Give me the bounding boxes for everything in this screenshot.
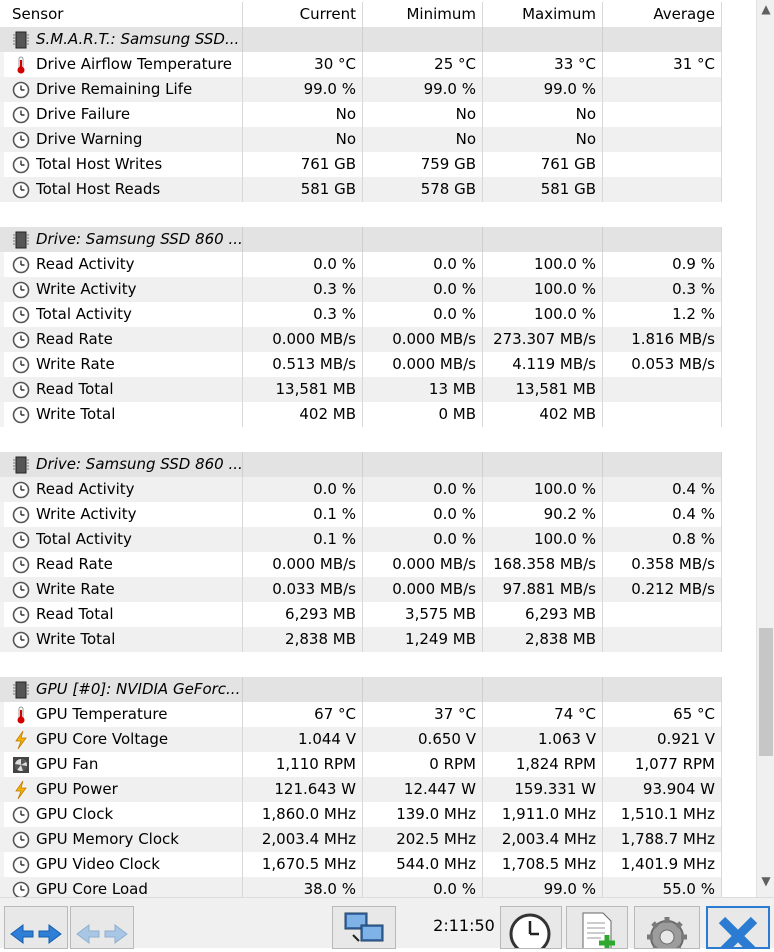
lightning-icon [12,731,30,749]
maximum-value: 100.0 % [482,302,602,327]
clock-icon [12,181,30,199]
table-header [0,2,722,28]
maximum-value: 761 GB [482,152,602,177]
minimum-value: 578 GB [362,177,482,202]
average-value: 0.358 MB/s [602,552,722,577]
sensor-name: Drive Failure [36,105,131,123]
maximum-value: 273.307 MB/s [482,327,602,352]
scroll-thumb[interactable] [759,628,773,756]
column-header-current[interactable]: Current [242,2,362,27]
sensor-group-row[interactable] [0,27,722,52]
group-label: GPU [#0]: NVIDIA GeForc... [36,680,241,698]
maximum-value: 99.0 % [482,877,602,897]
clock-icon [12,381,30,399]
chip-icon [12,31,30,49]
minimum-value: 0.0 % [362,527,482,552]
average-value: 1.816 MB/s [602,327,722,352]
sensor-name: Read Total [36,605,114,623]
maximum-value: 581 GB [482,177,602,202]
sensor-name: GPU Temperature [36,705,168,723]
sensor-row[interactable] [0,802,722,827]
minimum-value: 25 °C [362,52,482,77]
current-value: 0.1 % [242,527,362,552]
minimum-value: 99.0 % [362,77,482,102]
sensor-name: Write Activity [36,505,137,523]
sensor-name: Read Activity [36,255,135,273]
clock-icon [12,531,30,549]
sensor-row[interactable] [0,852,722,877]
column-header-sensor[interactable]: Sensor [12,5,64,23]
settings-gear-icon [635,907,699,948]
current-value: 0.0 % [242,477,362,502]
minimum-value: 759 GB [362,152,482,177]
nav-arrows-disabled-icon [71,907,133,948]
current-value: 1,670.5 MHz [242,852,362,877]
average-value: 0.053 MB/s [602,352,722,377]
sensor-name: GPU Power [36,780,118,798]
clock-icon [12,356,30,374]
maximum-value: 97.881 MB/s [482,577,602,602]
sensor-row[interactable] [0,577,722,602]
current-value: 13,581 MB [242,377,362,402]
clock-icon [12,881,30,897]
maximum-value: 100.0 % [482,277,602,302]
sensor-name: Total Host Writes [36,155,163,173]
sensor-name: GPU Core Voltage [36,730,169,748]
bottom-toolbar [0,897,774,948]
sensor-name: Drive Warning [36,130,143,148]
average-value: 0.8 % [602,527,722,552]
minimum-value: 139.0 MHz [362,802,482,827]
sensor-group-row[interactable] [0,452,722,477]
average-value [602,627,722,652]
current-value: 121.643 W [242,777,362,802]
minimum-value: No [362,127,482,152]
sensor-row[interactable] [0,727,722,752]
minimum-value: 0.0 % [362,252,482,277]
minimum-value: 0.0 % [362,877,482,897]
sensor-name: Read Activity [36,480,135,498]
sensor-row[interactable] [0,602,722,627]
minimum-value: 0.000 MB/s [362,327,482,352]
sensor-row[interactable] [0,527,722,552]
average-value: 0.212 MB/s [602,577,722,602]
current-value: 6,293 MB [242,602,362,627]
sensor-row[interactable] [0,552,722,577]
sensor-row[interactable] [0,502,722,527]
close-button[interactable] [706,906,770,949]
sensor-row[interactable] [0,252,722,277]
average-value: 1.2 % [602,302,722,327]
maximum-value: 168.358 MB/s [482,552,602,577]
minimum-value: 12.447 W [362,777,482,802]
sensor-row[interactable] [0,402,722,427]
average-value: 1,077 RPM [602,752,722,777]
spacer-row [0,202,722,227]
sensor-name: Total Activity [36,305,132,323]
sensor-row[interactable] [0,377,722,402]
average-value: 1,510.1 MHz [602,802,722,827]
maximum-value: 1,824 RPM [482,752,602,777]
group-label: Drive: Samsung SSD 860 ... [36,230,243,248]
sensor-row[interactable] [0,52,722,77]
minimum-value: 202.5 MHz [362,827,482,852]
minimum-value: 0.0 % [362,477,482,502]
current-value: 2,838 MB [242,627,362,652]
network-button[interactable] [332,906,396,949]
sensor-name: Write Activity [36,280,137,298]
average-value: 0.9 % [602,252,722,277]
current-value: 99.0 % [242,77,362,102]
average-value: 31 °C [602,52,722,77]
average-value [602,602,722,627]
maximum-value: 159.331 W [482,777,602,802]
maximum-value: 99.0 % [482,77,602,102]
minimum-value: 0.0 % [362,302,482,327]
sensor-row[interactable] [0,477,722,502]
average-value [602,177,722,202]
column-header-average[interactable]: Average [602,2,722,27]
nav-arrows-disabled-button[interactable] [70,906,134,949]
group-label: S.M.A.R.T.: Samsung SSD... [36,30,240,48]
maximum-value: 100.0 % [482,477,602,502]
maximum-value: 13,581 MB [482,377,602,402]
sensor-name: Drive Airflow Temperature [36,55,233,73]
average-value: 0.921 V [602,727,722,752]
average-value [602,402,722,427]
maximum-value: 1,911.0 MHz [482,802,602,827]
average-value: 0.3 % [602,277,722,302]
column-header-maximum[interactable]: Maximum [482,2,602,27]
clock-icon [12,106,30,124]
average-value: 0.4 % [602,502,722,527]
maximum-value: 6,293 MB [482,602,602,627]
sensor-name: Read Total [36,380,114,398]
thermometer-icon [12,56,30,74]
minimum-value: 544.0 MHz [362,852,482,877]
sensor-name: Write Total [36,405,116,423]
sensor-name: Read Rate [36,555,113,573]
minimum-value: 0 MB [362,402,482,427]
minimum-value: 0.650 V [362,727,482,752]
lightning-icon [12,781,30,799]
current-value: 0.033 MB/s [242,577,362,602]
sensor-row[interactable] [0,327,722,352]
current-value: 402 MB [242,402,362,427]
clock-icon [12,406,30,424]
sensor-row[interactable] [0,877,722,897]
sensor-name: GPU Memory Clock [36,830,179,848]
current-value: 0.513 MB/s [242,352,362,377]
current-value: 1,860.0 MHz [242,802,362,827]
sensor-name: Total Activity [36,530,132,548]
average-value [602,127,722,152]
average-value: 93.904 W [602,777,722,802]
sensor-row[interactable] [0,152,722,177]
scroll-up-icon[interactable]: ▲ [761,2,771,16]
minimum-value: 1,249 MB [362,627,482,652]
maximum-value: No [482,102,602,127]
maximum-value: 1,708.5 MHz [482,852,602,877]
current-value: 1,110 RPM [242,752,362,777]
clock-icon [12,581,30,599]
minimum-value: 13 MB [362,377,482,402]
current-value: 761 GB [242,152,362,177]
current-value: 30 °C [242,52,362,77]
maximum-value: 100.0 % [482,252,602,277]
minimum-value: 0 RPM [362,752,482,777]
average-value [602,102,722,127]
sensor-row[interactable] [0,777,722,802]
clock-icon [12,481,30,499]
settings-button[interactable] [634,906,700,949]
spacer-row [0,427,722,452]
report-add-button[interactable] [566,906,628,949]
sensor-group-row[interactable] [0,227,722,252]
minimum-value: 0.0 % [362,277,482,302]
sensor-row[interactable] [0,827,722,852]
maximum-value: 4.119 MB/s [482,352,602,377]
report-add-icon [567,907,627,948]
spacer-row [0,652,722,677]
average-value: 1,401.9 MHz [602,852,722,877]
sensor-row[interactable] [0,627,722,652]
clock-icon [12,506,30,524]
chip-icon [12,681,30,699]
elapsed-time: 2:11:50 [433,916,495,935]
sensor-row[interactable] [0,177,722,202]
sensor-row[interactable] [0,77,722,102]
average-value: 65 °C [602,702,722,727]
current-value: 0.3 % [242,302,362,327]
clock-icon [12,281,30,299]
maximum-value: 33 °C [482,52,602,77]
minimum-value: 3,575 MB [362,602,482,627]
maximum-value: No [482,127,602,152]
sensor-name: GPU Core Load [36,880,148,897]
maximum-value: 402 MB [482,402,602,427]
maximum-value: 2,003.4 MHz [482,827,602,852]
sensor-row[interactable] [0,352,722,377]
group-label: Drive: Samsung SSD 860 ... [36,455,243,473]
sensor-row[interactable] [0,302,722,327]
current-value: 0.000 MB/s [242,552,362,577]
current-value: 2,003.4 MHz [242,827,362,852]
average-value: 55.0 % [602,877,722,897]
timer-button[interactable] [500,906,562,949]
average-value: 1,788.7 MHz [602,827,722,852]
minimum-value: No [362,102,482,127]
current-value: 1.044 V [242,727,362,752]
nav-arrows-icon [5,907,67,948]
current-value: 0.0 % [242,252,362,277]
average-value [602,152,722,177]
minimum-value: 0.000 MB/s [362,552,482,577]
clock-icon [12,606,30,624]
sensor-name: GPU Video Clock [36,855,160,873]
average-value [602,77,722,102]
sensor-name: GPU Fan [36,755,99,773]
sensor-name: Drive Remaining Life [36,80,193,98]
maximum-value: 2,838 MB [482,627,602,652]
clock-icon [12,131,30,149]
vertical-scrollbar[interactable] [756,0,774,897]
nav-arrows-button[interactable] [4,906,68,949]
clock-icon [12,831,30,849]
sensor-row[interactable] [0,702,722,727]
sensor-name: Read Rate [36,330,113,348]
current-value: 67 °C [242,702,362,727]
sensor-row[interactable] [0,277,722,302]
network-icon [333,907,395,948]
current-value: 581 GB [242,177,362,202]
minimum-value: 0.0 % [362,502,482,527]
current-value: 0.3 % [242,277,362,302]
clock-icon [12,806,30,824]
sensor-row[interactable] [0,752,722,777]
current-value: 38.0 % [242,877,362,897]
sensor-name: GPU Clock [36,805,114,823]
current-value: 0.1 % [242,502,362,527]
maximum-value: 100.0 % [482,527,602,552]
sensor-row[interactable] [0,127,722,152]
sensor-name: Total Host Reads [36,180,161,198]
sensor-row[interactable] [0,102,722,127]
chip-icon [12,456,30,474]
clock-icon [12,631,30,649]
current-value: No [242,127,362,152]
maximum-value: 90.2 % [482,502,602,527]
minimum-value: 37 °C [362,702,482,727]
average-value: 0.4 % [602,477,722,502]
minimum-value: 0.000 MB/s [362,352,482,377]
column-header-minimum[interactable]: Minimum [362,2,482,27]
clock-icon [12,156,30,174]
clock-icon [12,256,30,274]
clock-icon [12,556,30,574]
thermometer-icon [12,706,30,724]
close-icon [708,908,768,947]
clock-icon [12,306,30,324]
sensor-name: Write Rate [36,580,115,598]
scroll-down-icon[interactable]: ▼ [761,874,771,888]
sensor-name: Write Rate [36,355,115,373]
average-value [602,377,722,402]
maximum-value: 1.063 V [482,727,602,752]
sensor-group-row[interactable] [0,677,722,702]
chip-icon [12,231,30,249]
current-value: No [242,102,362,127]
fan-icon [12,756,30,774]
maximum-value: 74 °C [482,702,602,727]
clock-icon [501,907,561,948]
sensor-name: Write Total [36,630,116,648]
minimum-value: 0.000 MB/s [362,577,482,602]
clock-icon [12,81,30,99]
clock-icon [12,331,30,349]
clock-icon [12,856,30,874]
current-value: 0.000 MB/s [242,327,362,352]
